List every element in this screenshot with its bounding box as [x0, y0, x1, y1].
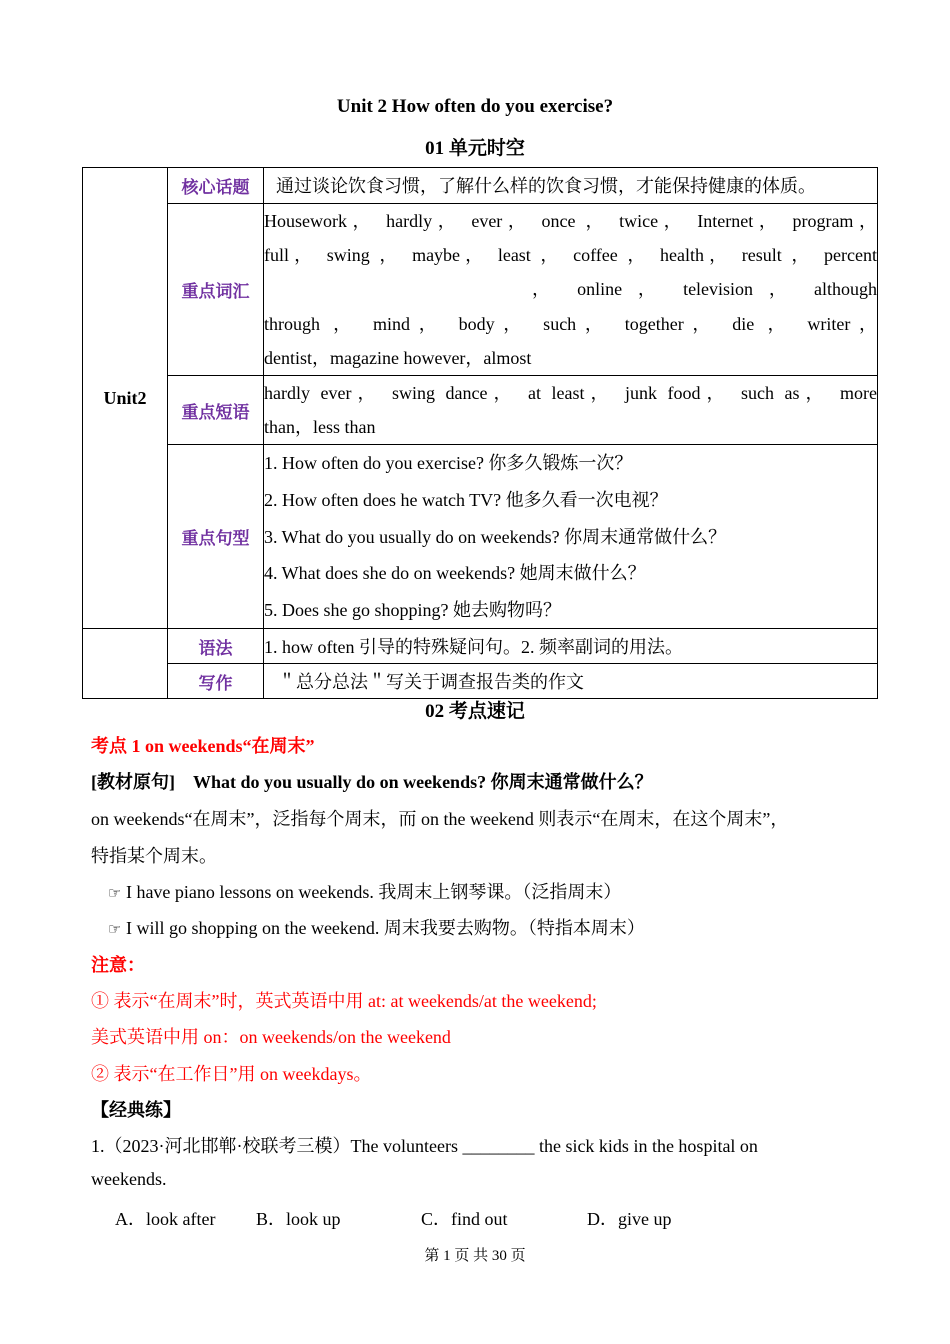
label-key-vocabulary: 重点词汇 [168, 204, 264, 376]
phrases-line: hardly ever， swing dance， at least， junk food， such as， more [264, 383, 877, 404]
source-text: What do you usually do on weekends? 你周末通常做什么？ [193, 772, 653, 792]
option-a: A．look after [115, 1209, 216, 1229]
key-sentences-cell [264, 445, 878, 629]
question-text: weekends. [91, 1169, 167, 1189]
note-line: ② 表示“在工作日”用 on weekdays。 [91, 1064, 372, 1084]
section-heading-key-points: 02 考点速记 [425, 701, 525, 722]
label-writing: 写作 [168, 664, 264, 699]
unit-cell-extension [83, 629, 168, 664]
example-text: I have piano lessons on weekends. 我周末上钢琴课。（泛指周末） [125, 882, 622, 902]
key-phrases-cell [264, 376, 878, 445]
sentence-item: 2. How often does he watch TV? 他多久看一次电视？ [264, 490, 668, 511]
vocab-line: through ， mind， body， such， together， die ， writer， [264, 313, 877, 334]
option-d: D．give up [587, 1209, 672, 1229]
sentence-item: 3. What do you usually do on weekends? 你周末通常做什么？ [264, 526, 727, 547]
section-heading-unit-overview: 01 单元时空 [425, 138, 525, 159]
question-text: 1.（2023·河北邯郸·校联考三模）The volunteers ________ the sick kids in the hospital on [91, 1136, 758, 1156]
core-topic-text: 通过谈论饮食习惯，了解什么样的饮食习惯，才能保持健康的体质。 [264, 168, 878, 204]
key-vocabulary-cell [264, 204, 878, 376]
practice-heading: 【经典练】 [91, 1100, 181, 1120]
example-sentence [108, 878, 621, 904]
note-line: ① 表示“在周末”时，英式英语中用 at: at weekends/at the weekend; [91, 991, 597, 1011]
option-c: C．find out [421, 1209, 508, 1229]
label-key-phrases: 重点短语 [168, 376, 264, 445]
textbook-source-sentence [91, 768, 878, 794]
page-footer: 第 1 页 共 30 页 [424, 1248, 526, 1264]
note-label: 注意： [91, 955, 145, 975]
example-sentence [108, 914, 645, 940]
vocab-line: full， swing ， maybe， least ， coffee ， health， result ， percent [264, 245, 877, 266]
phrases-line: than，less than [264, 417, 376, 438]
example-text: I will go shopping on the weekend. 周末我要去购物。（特指本周末） [125, 918, 645, 938]
explanation-line: 特指某个周末。 [91, 846, 217, 866]
writing-text: ＂总分总法＂写关于调查报告类的作文 [264, 664, 878, 699]
unit-cell: Unit2 [83, 168, 168, 629]
pointing-hand-icon: ☞ [108, 920, 122, 938]
explanation-line: on weekends“在周末”，泛指每个周末，而 on the weekend 则表示“在周末，在这个周末”， [91, 809, 789, 829]
sentence-item: 5. Does she go shopping? 她去购物吗？ [264, 599, 561, 620]
source-label: [教材原句] [91, 772, 175, 792]
option-b: B．look up [256, 1209, 341, 1229]
label-key-sentences: 重点句型 [168, 445, 264, 629]
vocab-line: Housework， hardly， ever， once ， twice， Internet， program， [264, 211, 877, 231]
vocab-line: dentist，magazine however，almost [264, 347, 532, 368]
grammar-text: 1. how often 引导的特殊疑问句。2. 频率副词的用法。 [264, 629, 878, 664]
sentence-item: 1. How often do you exercise? 你多久锻炼一次？ [264, 453, 633, 474]
document-title: Unit 2 How often do you exercise? [336, 96, 614, 117]
label-core-topic: 核心话题 [168, 168, 264, 204]
pointing-hand-icon: ☞ [108, 884, 122, 902]
unit-cell-extension [83, 664, 168, 699]
sentence-item: 4. What does she do on weekends? 她周末做什么？ [264, 563, 646, 584]
point-heading: 考点 1 on weekends“在周末” [91, 736, 315, 756]
unit-overview-table [82, 167, 878, 699]
label-grammar: 语法 [168, 629, 264, 664]
vocab-line: ， online ， television ， although [532, 279, 877, 300]
note-line: 美式英语中用 on：on weekends/on the weekend [91, 1027, 451, 1047]
